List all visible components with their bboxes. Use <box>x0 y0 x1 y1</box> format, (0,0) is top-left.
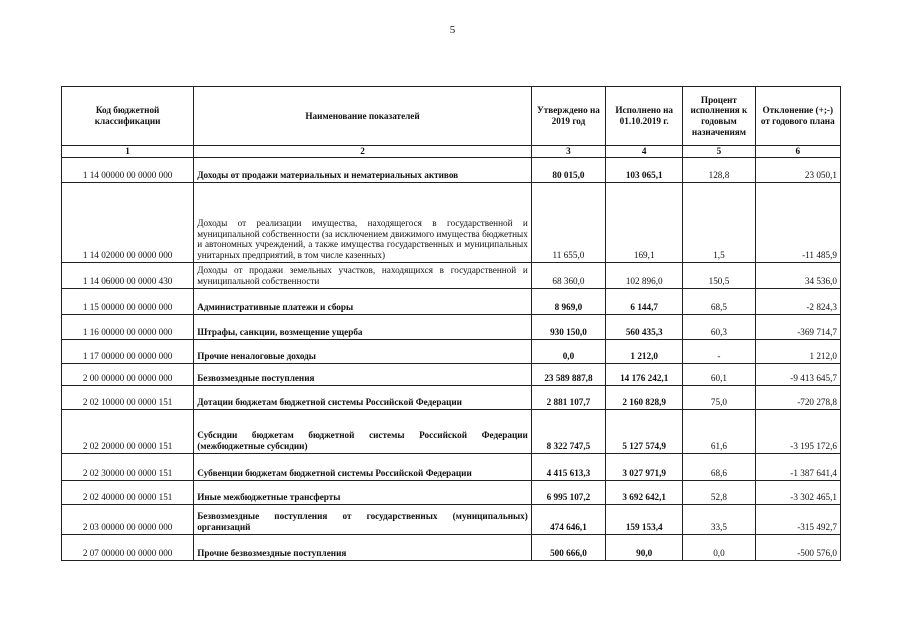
row-deviation: 1 212,0 <box>755 339 840 363</box>
row-executed: 102 896,0 <box>606 262 683 288</box>
row-name: Административные платежи и сборы <box>194 288 532 314</box>
row-name: Штрафы, санкции, возмещение ущерба <box>194 314 532 339</box>
row-percent: 68,6 <box>683 453 755 480</box>
row-deviation: -9 413 645,7 <box>755 363 840 385</box>
row-percent: 61,6 <box>683 409 755 453</box>
row-deviation: -1 387 641,4 <box>755 453 840 480</box>
row-percent: - <box>683 339 755 363</box>
table-row <box>62 288 841 314</box>
row-percent: 1,5 <box>683 182 755 262</box>
row-approved: 6 995 107,2 <box>531 480 605 504</box>
column-number: 2 <box>194 146 532 158</box>
row-deviation: -369 714,7 <box>755 314 840 339</box>
row-executed: 6 144,7 <box>606 288 683 314</box>
row-deviation: 34 536,0 <box>755 262 840 288</box>
budget-table <box>61 86 841 561</box>
page-number: 5 <box>449 24 456 36</box>
header-approved: Утверждено на 2019 год <box>531 87 605 146</box>
row-executed: 159 153,4 <box>606 504 683 534</box>
row-executed: 14 176 242,1 <box>606 363 683 385</box>
row-percent: 0,0 <box>683 534 755 560</box>
row-deviation: -3 195 172,6 <box>755 409 840 453</box>
row-executed: 3 692 642,1 <box>606 480 683 504</box>
header-name: Наименование показателей <box>194 87 532 146</box>
row-code: 2 02 40000 00 0000 151 <box>62 480 194 504</box>
table-row <box>62 262 841 288</box>
row-approved: 500 666,0 <box>531 534 605 560</box>
table-row <box>62 453 841 480</box>
row-approved: 474 646,1 <box>531 504 605 534</box>
row-approved: 68 360,0 <box>531 262 605 288</box>
table-row <box>62 385 841 409</box>
row-deviation: 23 050,1 <box>755 157 840 182</box>
table-row <box>62 480 841 504</box>
row-name: Дотации бюджетам бюджетной системы Российской Федерации <box>194 385 532 409</box>
row-name: Субвенции бюджетам бюджетной системы Российской Федерации <box>194 453 532 480</box>
row-name: Иные межбюджетные трансферты <box>194 480 532 504</box>
row-deviation: -500 576,0 <box>755 534 840 560</box>
row-code: 1 14 00000 00 0000 000 <box>62 157 194 182</box>
row-approved: 8 969,0 <box>531 288 605 314</box>
table-row <box>62 534 841 560</box>
row-code: 2 02 20000 00 0000 151 <box>62 409 194 453</box>
table-row <box>62 409 841 453</box>
table-row <box>62 314 841 339</box>
header-deviation: Отклонение (+;-) от годового плана <box>755 87 840 146</box>
row-deviation: -720 278,8 <box>755 385 840 409</box>
column-number: 5 <box>683 146 755 158</box>
row-executed: 169,1 <box>606 182 683 262</box>
row-name: Прочие неналоговые доходы <box>194 339 532 363</box>
row-approved: 930 150,0 <box>531 314 605 339</box>
row-executed: 2 160 828,9 <box>606 385 683 409</box>
row-name: Прочие безвозмездные поступления <box>194 534 532 560</box>
row-percent: 75,0 <box>683 385 755 409</box>
column-number: 1 <box>62 146 194 158</box>
row-code: 2 03 00000 00 0000 000 <box>62 504 194 534</box>
row-code: 2 07 00000 00 0000 000 <box>62 534 194 560</box>
table-row <box>62 363 841 385</box>
row-code: 1 17 00000 00 0000 000 <box>62 339 194 363</box>
row-percent: 60,1 <box>683 363 755 385</box>
row-percent: 128,8 <box>683 157 755 182</box>
row-name: Доходы от реализации имущества, находящегося в государственной и муниципальной собственности (за исключением движимого имущества бюджетных и автономных учреждений, а также имущества государственных и муниципальных унитарных предприятий, в том числе казенных) <box>194 182 532 262</box>
row-approved: 11 655,0 <box>531 182 605 262</box>
row-executed: 103 065,1 <box>606 157 683 182</box>
row-name: Доходы от продажи земельных участков, находящихся в государственной и муниципальной собственности <box>194 262 532 288</box>
column-number: 4 <box>606 146 683 158</box>
table-row <box>62 504 841 534</box>
table-row <box>62 157 841 182</box>
header-executed: Исполнено на 01.10.2019 г. <box>606 87 683 146</box>
row-percent: 33,5 <box>683 504 755 534</box>
row-deviation: -2 824,3 <box>755 288 840 314</box>
column-number: 3 <box>531 146 605 158</box>
row-percent: 52,8 <box>683 480 755 504</box>
row-percent: 150,5 <box>683 262 755 288</box>
row-approved: 0,0 <box>531 339 605 363</box>
row-approved: 8 322 747,5 <box>531 409 605 453</box>
row-approved: 4 415 613,3 <box>531 453 605 480</box>
column-number-row <box>62 146 841 158</box>
row-percent: 68,5 <box>683 288 755 314</box>
row-executed: 1 212,0 <box>606 339 683 363</box>
row-approved: 23 589 887,8 <box>531 363 605 385</box>
row-name: Доходы от продажи материальных и нематериальных активов <box>194 157 532 182</box>
column-number: 6 <box>755 146 840 158</box>
table-row <box>62 182 841 262</box>
row-code: 1 15 00000 00 0000 000 <box>62 288 194 314</box>
row-code: 2 00 00000 00 0000 000 <box>62 363 194 385</box>
table-row <box>62 339 841 363</box>
row-name: Безвозмездные поступления <box>194 363 532 385</box>
header-code: Код бюджетной классификации <box>62 87 194 146</box>
row-code: 1 14 06000 00 0000 430 <box>62 262 194 288</box>
row-code: 1 14 02000 00 0000 000 <box>62 182 194 262</box>
row-name: Субсидии бюджетам бюджетной системы Российской Федерации (межбюджетные субсидии) <box>194 409 532 453</box>
row-code: 2 02 30000 00 0000 151 <box>62 453 194 480</box>
row-code: 1 16 00000 00 0000 000 <box>62 314 194 339</box>
row-deviation: -11 485,9 <box>755 182 840 262</box>
header-percent: Процент исполнения к годовым назначениям <box>683 87 755 146</box>
row-approved: 80 015,0 <box>531 157 605 182</box>
row-executed: 90,0 <box>606 534 683 560</box>
row-percent: 60,3 <box>683 314 755 339</box>
row-executed: 560 435,3 <box>606 314 683 339</box>
row-approved: 2 881 107,7 <box>531 385 605 409</box>
row-deviation: -3 302 465,1 <box>755 480 840 504</box>
header-row <box>62 87 841 146</box>
row-deviation: -315 492,7 <box>755 504 840 534</box>
row-name: Безвозмездные поступления от государственных (муниципальных) организаций <box>194 504 532 534</box>
row-executed: 3 027 971,9 <box>606 453 683 480</box>
row-code: 2 02 10000 00 0000 151 <box>62 385 194 409</box>
row-executed: 5 127 574,9 <box>606 409 683 453</box>
